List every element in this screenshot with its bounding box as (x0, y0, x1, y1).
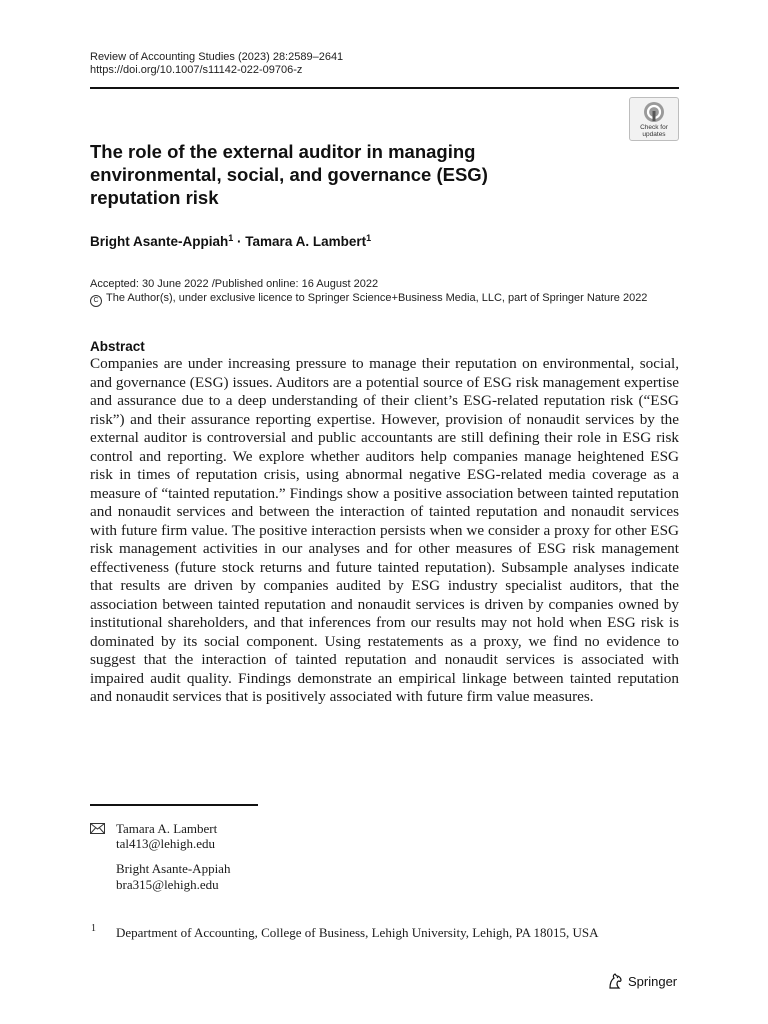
copyright-icon: C (90, 295, 102, 307)
affiliation-text: Department of Accounting, College of Business, Lehigh University, Lehigh, PA 18015, USA (116, 925, 599, 940)
article-title: The role of the external auditor in managing environmental, social, and governance (ESG) reputation risk (90, 141, 488, 208)
abstract-text: Companies are under increasing pressure to manage their reputation on environmental, social, and governance (ESG) issues. Auditors are a potential source of ESG risk management expertise and assurance due to a deep understanding of their client’s ESG-related reputation risk (“ESG risk”) and their assurance reporting expertise. However, provision of nonaudit services by the external auditor is controversial and public accountants are still defining their role in ESG risk control and reporting. We explore whether auditors help companies manage heightened ESG risk in times of reputation crisis, using abnormal negative ESG-related media coverage as a measure of “tainted reputation.” Findings show a positive association between tainted reputation and nonaudit services and between the interaction of tainted reputation and nonaudit services with future firm value. The positive interaction persists when we consider a proxy for other ESG risk management activities in our analyses and for other measures of ESG risk management effectiveness (future stock returns and future tainted reputation). Subsample analyses indicate that results are driven by companies audited by ESG industry specialist auditors, that the association between tainted reputation and nonaudit services is driven by companies owned by institutional shareholders, and that inferences from our results may not hold when ESG risk is dominated by its social component. Using restatements as a proxy, we find no evidence to suggest that the interaction of tainted reputation and nonaudit services is associated with impaired audit quality. Findings demonstrate an empirical linkage between tainted reputation and nonaudit services that is positively associated with future firm value measures. (90, 355, 679, 705)
affiliation-marker: 1 (228, 233, 234, 243)
copyright-text: The Author(s), under exclusive licence to Springer Science+Business Media, LLC, part of Springer Nature 2022 (106, 292, 648, 304)
affiliation-marker: 1 (366, 233, 372, 243)
copyright-notice (90, 292, 647, 307)
crossmark-icon (643, 101, 665, 123)
publisher-name: Springer (628, 973, 678, 989)
updates-text: updates (642, 131, 666, 138)
header-rule (90, 87, 679, 89)
springer-horse-icon (606, 972, 624, 990)
affiliation-number: 1 (91, 923, 96, 934)
footnote-rule (90, 804, 258, 806)
author-name[interactable]: Bright Asante-Appiah (90, 234, 229, 249)
author-separator: · (237, 234, 242, 249)
check-for-updates-label (630, 124, 678, 138)
contact-email[interactable]: bra315@lehigh.edu (116, 877, 219, 892)
publication-dates: Accepted: 30 June 2022 /Published online: 16 August 2022 (90, 278, 379, 290)
author-name[interactable]: Tamara A. Lambert (245, 234, 367, 249)
doi-link[interactable]: https://doi.org/10.1007/s11142-022-09706-z (90, 64, 303, 76)
author-list (90, 233, 371, 249)
envelope-icon (90, 823, 105, 834)
springer-logo (606, 972, 677, 990)
check-for-updates-badge[interactable] (629, 97, 679, 141)
abstract-heading: Abstract (90, 339, 145, 354)
check-for-text: Check for (640, 124, 668, 131)
contact-email[interactable]: tal413@lehigh.edu (116, 836, 215, 851)
journal-reference: Review of Accounting Studies (2023) 28:2589–2641 (90, 51, 344, 63)
contact-name: Tamara A. Lambert (116, 821, 218, 836)
contact-name: Bright Asante-Appiah (116, 861, 231, 876)
